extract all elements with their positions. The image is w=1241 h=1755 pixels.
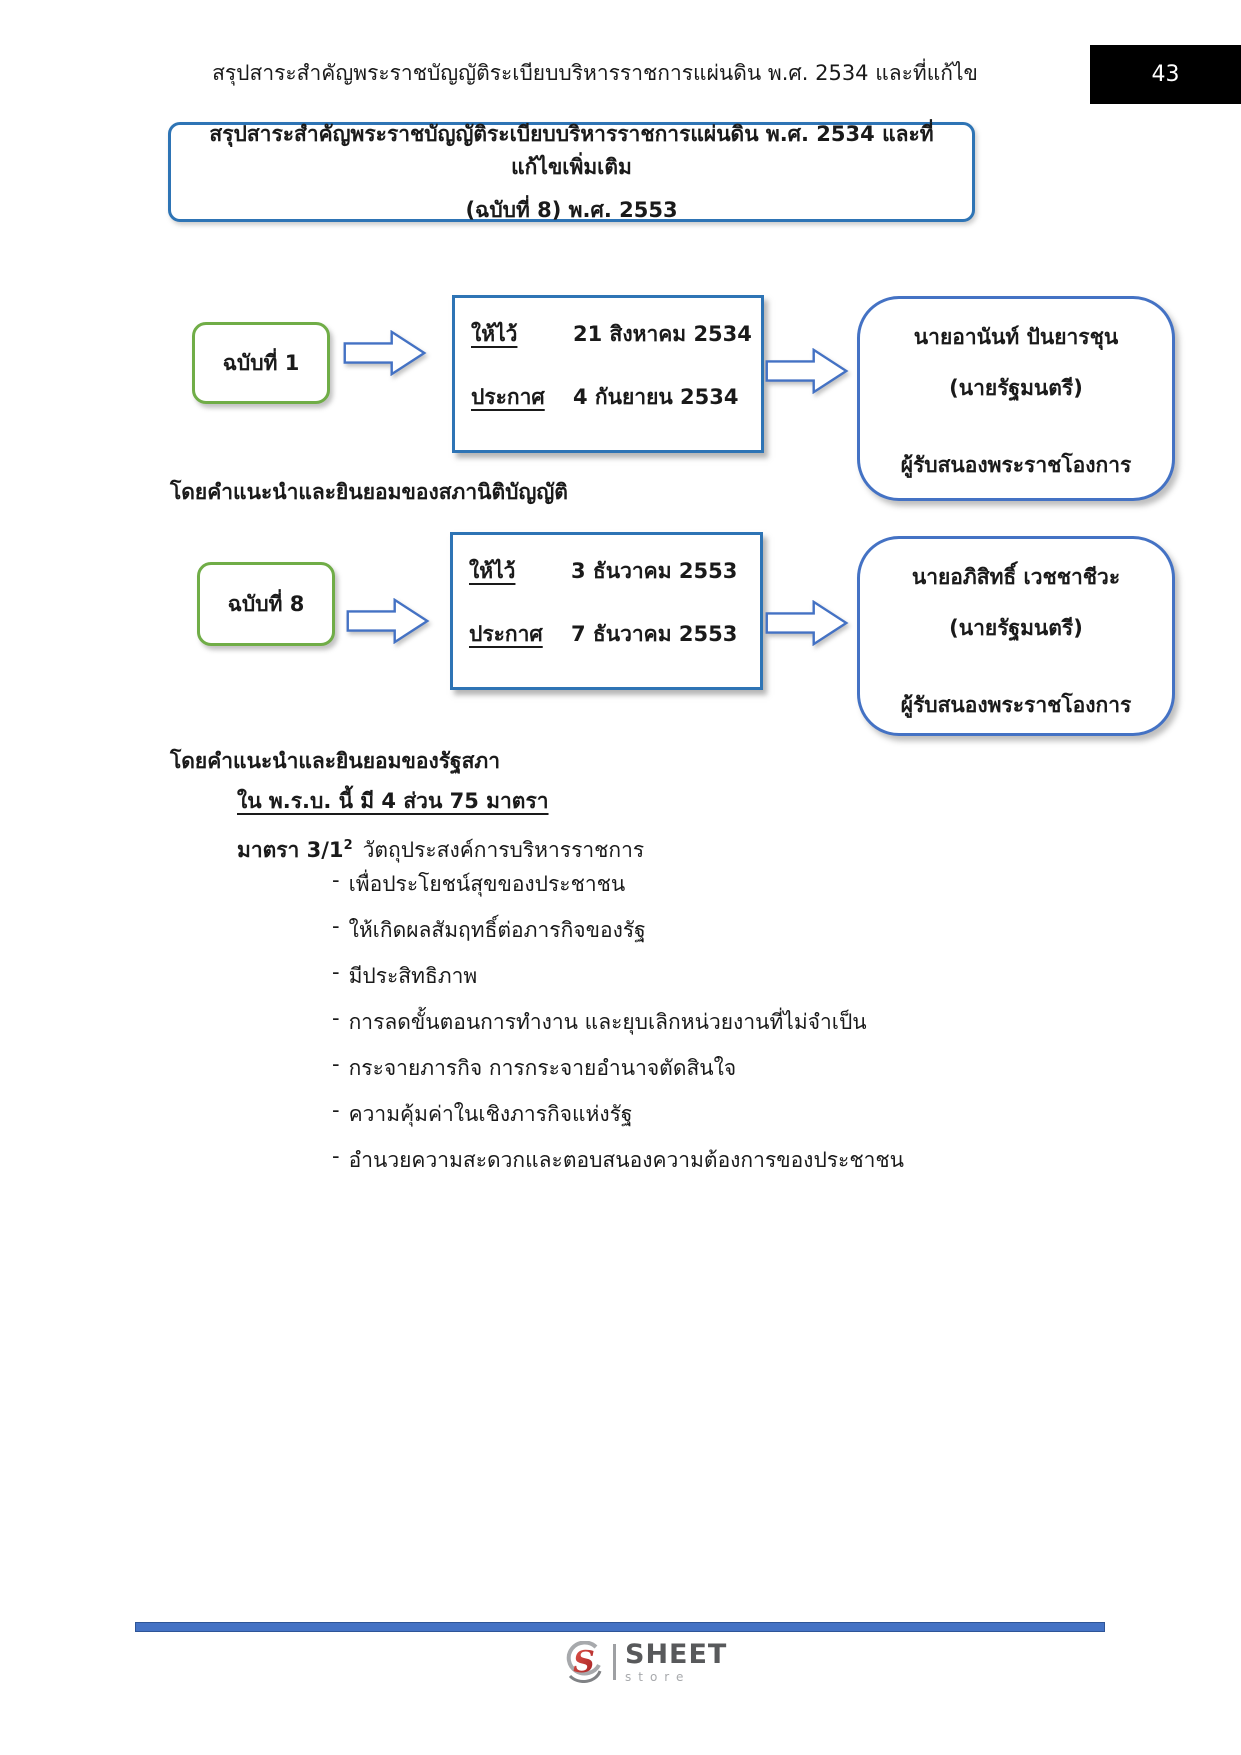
edition-8-label: ฉบับที่ 8 xyxy=(227,591,305,616)
edition-1-signer-box xyxy=(857,296,1175,501)
edition-8-badge xyxy=(197,562,335,646)
signer-name: นายอภิสิทธิ์ เวชชาชีวะ xyxy=(911,565,1121,589)
announced-label: ประกาศ xyxy=(471,385,545,409)
bullet-dash: - xyxy=(332,1052,340,1076)
right-arrow-icon xyxy=(764,348,850,394)
list-item: - อำนวยความสะดวกและตอบสนองความต้องการของประชาชน xyxy=(332,1144,904,1172)
section-superscript: 2 xyxy=(343,838,353,853)
bullet-dash: - xyxy=(332,960,340,984)
list-item: - เพื่อประโยชน์สุขของประชาชน xyxy=(332,868,626,896)
bullet-dash: - xyxy=(332,1098,340,1122)
given-date: 3 ธันวาคม 2553 xyxy=(571,559,738,583)
sheetstore-s-icon xyxy=(561,1641,607,1683)
signer-role: ผู้รับสนองพระราชโองการ xyxy=(900,693,1132,717)
right-arrow-icon xyxy=(345,598,431,644)
list-item: - ความคุ้มค่าในเชิงภารกิจแห่งรัฐ xyxy=(332,1098,633,1126)
list-item: - การลดขั้นตอนการทำงาน และยุบเลิกหน่วยงานที่ไม่จำเป็น xyxy=(332,1006,867,1034)
signer-name: นายอานันท์ ปันยารชุน xyxy=(913,325,1119,349)
edition-1-note: โดยคำแนะนำและยินยอมของสภานิติบัญญัติ xyxy=(170,480,568,504)
section-line xyxy=(237,834,644,867)
sheetstore-logo xyxy=(561,1641,727,1683)
edition-8-signer-box xyxy=(857,536,1175,736)
given-line xyxy=(469,555,760,588)
announced-date: 4 กันยายน 2534 xyxy=(573,385,739,409)
section-number: มาตรา 3/1 xyxy=(237,838,344,862)
given-label: ให้ไว้ xyxy=(469,559,516,583)
header-title: สรุปสาระสำคัญพระราชบัญญัติระเบียบบริหารราชการแผ่นดิน พ.ศ. 2534 และที่แก้ไข xyxy=(212,61,978,85)
objectives-list xyxy=(332,868,904,1190)
bullet-dash: - xyxy=(332,868,340,892)
title-line-1: สรุปสาระสำคัญพระราชบัญญัติระเบียบบริหารราชการแผ่นดิน พ.ศ. 2534 และที่แก้ไขเพิ่มเติม xyxy=(209,121,934,179)
right-arrow-icon xyxy=(342,330,428,376)
bullet-dash: - xyxy=(332,914,340,938)
edition-1-dates-box xyxy=(452,295,764,453)
announced-line xyxy=(471,381,761,414)
brand-name: SHEET xyxy=(625,1639,728,1670)
brand-subname: store xyxy=(625,1670,691,1684)
announced-label: ประกาศ xyxy=(469,622,543,646)
given-date: 21 สิงหาคม 2534 xyxy=(573,322,752,346)
bullet-dash: - xyxy=(332,1006,340,1030)
logo-text xyxy=(625,1641,727,1683)
announced-date: 7 ธันวาคม 2553 xyxy=(571,622,738,646)
bullet-dash: - xyxy=(332,1144,340,1168)
signer-role: ผู้รับสนองพระราชโองการ xyxy=(900,453,1132,477)
logo-divider xyxy=(613,1644,616,1680)
section-title: วัตถุประสงค์การบริหารราชการ xyxy=(362,838,645,862)
page-number-box xyxy=(1090,45,1241,104)
edition-1-label: ฉบับที่ 1 xyxy=(222,350,300,375)
right-arrow-icon xyxy=(764,600,850,646)
list-item: - กระจายภารกิจ การกระจายอำนาจตัดสินใจ xyxy=(332,1052,737,1080)
title-box xyxy=(168,122,975,222)
svg-text:S: S xyxy=(573,1645,595,1680)
footer-divider-bar xyxy=(135,1622,1105,1632)
signer-title: (นายรัฐมนตรี) xyxy=(949,616,1083,640)
list-item: - ให้เกิดผลสัมฤทธิ์ต่อภารกิจของรัฐ xyxy=(332,914,646,942)
page-number: 43 xyxy=(1151,62,1180,87)
announced-line xyxy=(469,618,760,651)
list-item: - มีประสิทธิภาพ xyxy=(332,960,478,988)
given-line xyxy=(471,318,761,351)
signer-title: (นายรัฐมนตรี) xyxy=(949,376,1083,400)
given-label: ให้ไว้ xyxy=(471,322,518,346)
act-heading: ใน พ.ร.บ. นี้ มี 4 ส่วน 75 มาตรา xyxy=(237,789,549,813)
edition-8-dates-box xyxy=(450,532,763,690)
title-line-2: (ฉบับที่ 8) พ.ศ. 2553 xyxy=(465,197,678,222)
edition-1-badge xyxy=(192,322,330,404)
edition-8-note: โดยคำแนะนำและยินยอมของรัฐสภา xyxy=(170,749,501,773)
